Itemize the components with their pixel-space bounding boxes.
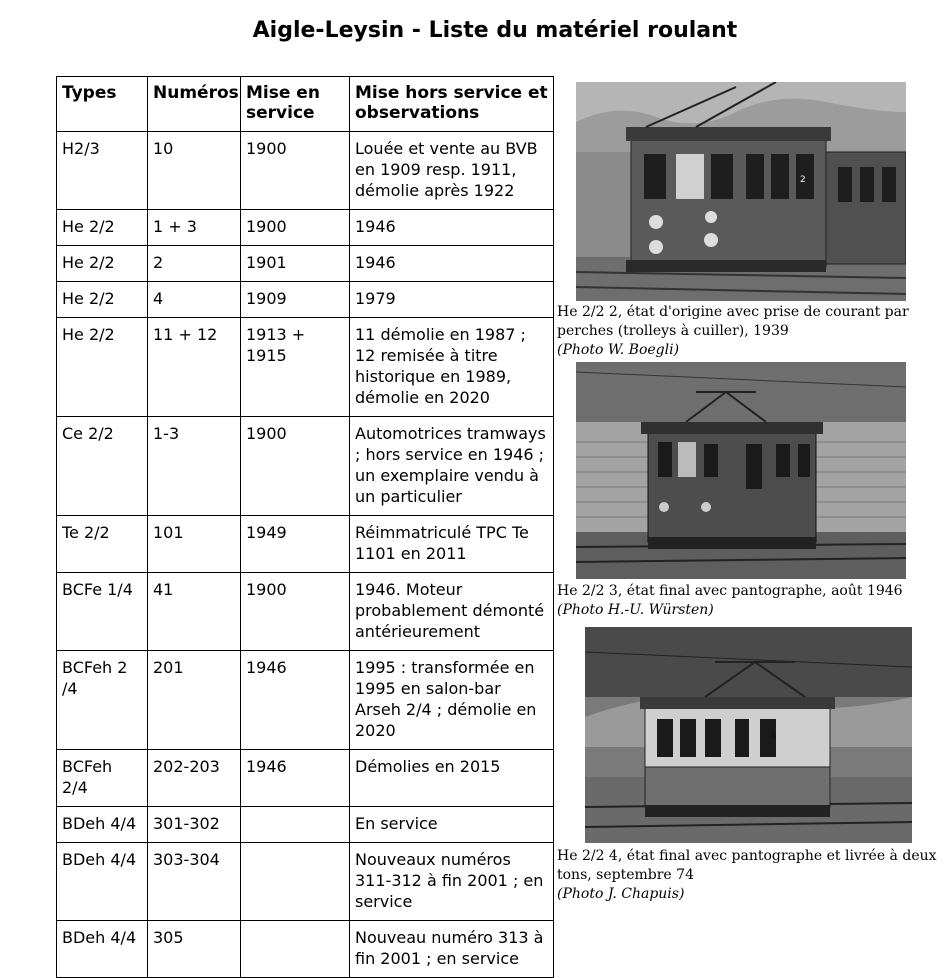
- caption-photo-1: [557, 303, 937, 360]
- cell-type: He 2/2: [57, 282, 148, 318]
- table-row: [57, 807, 554, 843]
- photo-credit: (Photo W. Boegli): [557, 342, 680, 358]
- cell-observations: Nouveau numéro 313 à fin 2001 ; en service: [350, 921, 554, 978]
- caption-text: He 2/2 2, état d'origine avec prise de courant par perches (trolleys à cuiller), 1939: [557, 304, 909, 339]
- rolling-stock-table: [56, 76, 554, 978]
- cell-numeros: 101: [148, 516, 241, 573]
- cell-observations: 1946: [350, 210, 554, 246]
- page-title: Aigle-Leysin - Liste du matériel roulant: [252, 18, 738, 43]
- cell-observations: Réimmatriculé TPC Te 1101 en 2011: [350, 516, 554, 573]
- cell-type: Te 2/2: [57, 516, 148, 573]
- photo-credit: (Photo J. Chapuis): [557, 886, 685, 902]
- caption-photo-3: [557, 847, 937, 904]
- cell-type: BDeh 4/4: [57, 807, 148, 843]
- header-numeros: Numéros: [148, 77, 241, 132]
- table-row: [57, 921, 554, 978]
- cell-type: He 2/2: [57, 246, 148, 282]
- cell-type: BCFeh 2/4: [57, 750, 148, 807]
- cell-type: BCFe 1/4: [57, 573, 148, 651]
- car-number-2: 2: [800, 175, 806, 185]
- cell-numeros: 1-3: [148, 417, 241, 516]
- cell-observations: 1946. Moteur probablement démonté antérieurement: [350, 573, 554, 651]
- cell-numeros: 201: [148, 651, 241, 750]
- cell-type: H2/3: [57, 132, 148, 210]
- table-row: [57, 516, 554, 573]
- cell-observations: Nouveaux numéros 311-312 à fin 2001 ; en service: [350, 843, 554, 921]
- caption-text: He 2/2 3, état final avec pantographe, août 1946: [557, 583, 903, 599]
- table-row: [57, 651, 554, 750]
- cell-observations: Louée et vente au BVB en 1909 resp. 1911, démolie après 1922: [350, 132, 554, 210]
- cell-mise-en-service: 1900: [241, 417, 350, 516]
- table-row: [57, 318, 554, 417]
- cell-observations: 1979: [350, 282, 554, 318]
- table-row: [57, 750, 554, 807]
- cell-observations: 1946: [350, 246, 554, 282]
- cell-type: He 2/2: [57, 318, 148, 417]
- cell-type: BDeh 4/4: [57, 843, 148, 921]
- table-row: [57, 843, 554, 921]
- cell-observations: Démolies en 2015: [350, 750, 554, 807]
- cell-type: BCFeh 2 /4: [57, 651, 148, 750]
- table-header-row: [57, 77, 554, 132]
- cell-mise-en-service: 1946: [241, 651, 350, 750]
- cell-numeros: 10: [148, 132, 241, 210]
- table-row: [57, 132, 554, 210]
- cell-mise-en-service: [241, 807, 350, 843]
- cell-mise-en-service: 1913 + 1915: [241, 318, 350, 417]
- cell-mise-en-service: [241, 843, 350, 921]
- cell-observations: Automotrices tramways ; hors service en 1946 ; un exemplaire vendu à un particulier: [350, 417, 554, 516]
- header-mise-en-service: Mise en service: [241, 77, 350, 132]
- table-row: [57, 417, 554, 516]
- caption-text: He 2/2 4, état final avec pantographe et livrée à deux tons, septembre 74: [557, 848, 937, 883]
- cell-numeros: 301-302: [148, 807, 241, 843]
- cell-numeros: 4: [148, 282, 241, 318]
- photo-he22-3: [576, 362, 906, 579]
- cell-numeros: 11 + 12: [148, 318, 241, 417]
- table-row: [57, 573, 554, 651]
- cell-numeros: 305: [148, 921, 241, 978]
- cell-numeros: 1 + 3: [148, 210, 241, 246]
- table-row: [57, 246, 554, 282]
- cell-mise-en-service: 1900: [241, 573, 350, 651]
- header-hors-service: Mise hors service et observations: [350, 77, 554, 132]
- table-row: [57, 282, 554, 318]
- photo-he22-4: [585, 627, 912, 843]
- cell-type: BDeh 4/4: [57, 921, 148, 978]
- cell-numeros: 303-304: [148, 843, 241, 921]
- cell-mise-en-service: 1909: [241, 282, 350, 318]
- cell-type: He 2/2: [57, 210, 148, 246]
- cell-observations: 1995 : transformée en 1995 en salon-bar Arseh 2/4 ; démolie en 2020: [350, 651, 554, 750]
- cell-observations: En service: [350, 807, 554, 843]
- cell-mise-en-service: 1949: [241, 516, 350, 573]
- cell-mise-en-service: 1900: [241, 132, 350, 210]
- table-row: [57, 210, 554, 246]
- photo-credit: (Photo H.-U. Würsten): [557, 602, 714, 618]
- cell-mise-en-service: 1901: [241, 246, 350, 282]
- cell-numeros: 41: [148, 573, 241, 651]
- cell-numeros: 202-203: [148, 750, 241, 807]
- photo-he22-2: [576, 82, 906, 301]
- cell-mise-en-service: 1900: [241, 210, 350, 246]
- cell-numeros: 2: [148, 246, 241, 282]
- caption-photo-2: [557, 582, 937, 620]
- cell-mise-en-service: 1946: [241, 750, 350, 807]
- car-number-4: 4: [770, 731, 777, 742]
- cell-type: Ce 2/2: [57, 417, 148, 516]
- cell-observations: 11 démolie en 1987 ; 12 remisée à titre historique en 1989, démolie en 2020: [350, 318, 554, 417]
- header-types: Types: [57, 77, 148, 132]
- cell-mise-en-service: [241, 921, 350, 978]
